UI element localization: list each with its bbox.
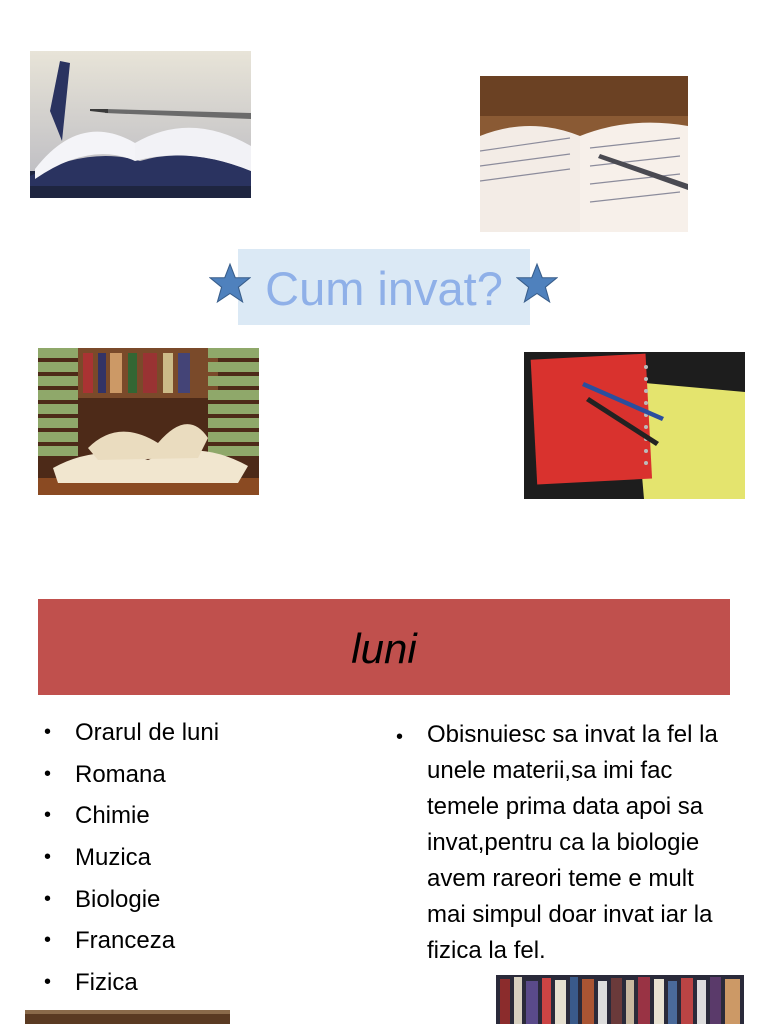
list-item [40, 962, 360, 1004]
photo-bookshelf-partial [496, 975, 744, 1024]
photo-open-book-with-pen [30, 51, 251, 198]
bullet-icon: • [396, 726, 404, 748]
study-note-text: Obisnuiesc sa invat la fel la unele materii,sa imi fac temele prima data apoi sa invat,pentru ca la biologie avem rareori teme e mult mai simpul doar invat iar la fizica la fel. [427, 721, 718, 964]
list-item-label: Muzica [75, 844, 152, 872]
list-item-label: Biologie [75, 885, 161, 913]
list-item [40, 879, 360, 921]
photo-red-notebook-with-pens [524, 352, 745, 499]
bullet-icon: • [44, 721, 52, 743]
day-label: luni [351, 625, 417, 672]
bullet-icon: • [44, 971, 52, 994]
photo-notebook-and-pen [480, 76, 688, 232]
bullet-icon: • [44, 846, 52, 869]
list-item [40, 837, 360, 879]
star-icon [516, 262, 558, 304]
page-title: Cum invat? [265, 262, 503, 315]
list-item [40, 795, 360, 837]
bullet-icon: • [44, 887, 52, 910]
study-note [392, 717, 732, 969]
photo-stacks-of-books [38, 348, 259, 495]
schedule-list [40, 712, 360, 1004]
bullet-icon: • [44, 929, 52, 952]
day-banner [38, 599, 730, 695]
list-item [40, 920, 360, 962]
list-item-label: Franceza [75, 927, 176, 955]
bullet-icon: • [44, 762, 52, 785]
list-item-label: Orarul de luni [75, 719, 220, 746]
bullet-icon: • [44, 804, 52, 827]
list-item [40, 712, 360, 754]
list-item [40, 754, 360, 796]
list-item-label: Fizica [75, 969, 138, 997]
list-item-label: Chimie [75, 802, 150, 830]
list-item-label: Romana [75, 760, 166, 788]
photo-bottom-left-partial [25, 1010, 230, 1024]
